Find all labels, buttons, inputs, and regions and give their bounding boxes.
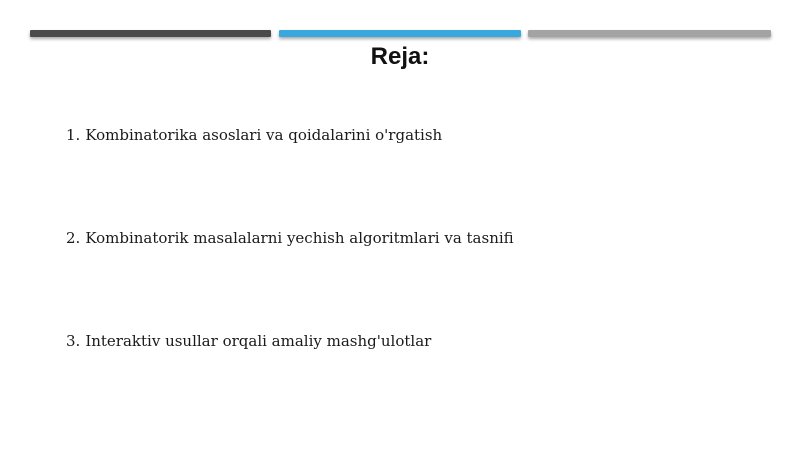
plan-item-number: 2.	[66, 229, 81, 247]
plan-item-2	[66, 229, 514, 247]
plan-item-number: 1.	[66, 126, 81, 144]
header-bar-blue	[279, 30, 521, 37]
plan-item-1	[66, 126, 442, 144]
plan-item-number: 3.	[66, 332, 81, 350]
plan-item-text: Kombinatorik masalalarni yechish algoritmlari va tasnifi	[85, 229, 514, 247]
header-bar-gray	[528, 30, 771, 37]
plan-item-text: Kombinatorika asoslari va qoidalarini o'rgatish	[85, 126, 443, 144]
header-bar-dark	[30, 30, 271, 37]
slide-title: Reja:	[370, 43, 430, 70]
plan-item-3	[66, 332, 431, 350]
plan-item-text: Interaktiv usullar orqali amaliy mashg'ulotlar	[85, 332, 432, 350]
